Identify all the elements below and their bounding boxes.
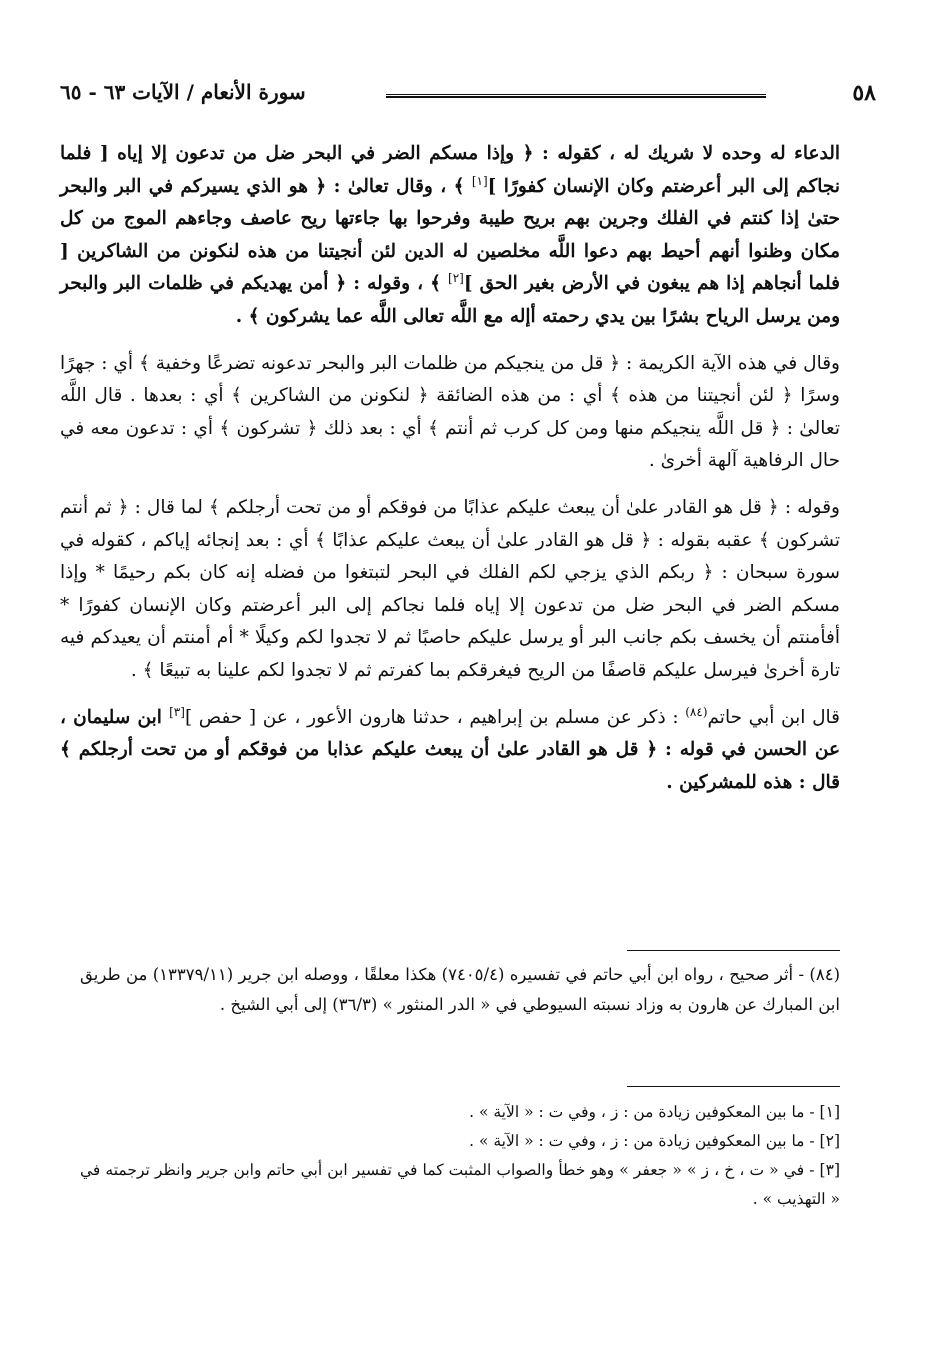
surah-title: سورة الأنعام / الآيات ٦٣ - ٦٥ — [60, 80, 306, 104]
paragraph-3: وقوله : ﴿ قل هو القادر علىٰ أن يبعث عليكم عذابًا من فوقكم أو من تحت أرجلكم ﴾ لما قال : ﴿ ثم أنتم تشركون ﴾ عقبه بقوله : ﴿ قل هو القادر علىٰ أن يبعث عليكم عذابًا ﴾ أي : بعد إنجائه إياكم ، كقوله في سورة سبحان : ﴿ ربكم الذي يزجي لكم الفلك في البحر لتبتغوا من فضله إنه كان بكم رحيمًا * وإذا مسكم الضر في البحر ضل من تدعون إلا إياه فلما نجاكم إلى البر أعرضتم وكان الإنسان كفورًا * أفأمنتم أن يخسف بكم جانب البر أو يرسل عليكم حاصبًا ثم لا تجدوا لكم وكيلًا * أم أمنتم أن يعيدكم فيه تارة أخرىٰ فيرسل عليكم قاصفًا من الريح فيغرقكم بما كفرتم ثم لا تجدوا لكم علينا به تبيعًا ﴾ . — [60, 496, 840, 681]
paragraph-1-part-c: ﴾ ، وقوله : ﴿ أمن يهديكم في ظلمات البر والبحر ومن يرسل الرياح بشرًا بين يدي رحمته أإله مع اللَّه تعالى اللَّه عما يشركون ﴾ . — [60, 273, 840, 327]
footnote-1: [١] - ما بين المعكوفين زيادة من : ز ، وفي ت : « الآية » . — [469, 1103, 840, 1121]
footnote-2: [٢] - ما بين المعكوفين زيادة من : ز ، وفي ت : « الآية » . — [469, 1132, 840, 1150]
footnote-ref-1: [١] — [471, 173, 488, 188]
paragraph-1 — [60, 138, 840, 334]
paragraph-1-part-a: الدعاء له وحده لا شريك له ، كقوله : ﴿ وإذا مسكم الضر في البحر ضل من تدعون إلا إياه [ فلما نجاكم إلى البر أعرضتم وكان الإنسان كفورًا ] — [60, 143, 840, 197]
paragraph-2: وقال في هذه الآية الكريمة : ﴿ قل من ينجيكم من ظلمات البر والبحر تدعونه تضرعًا وخفية ﴾ أي : جهرًا وسرًا ﴿ لئن أنجيتنا من هذه ﴾ أي : من هذه الضائقة ﴿ لنكونن من الشاكرين ﴾ أي : بعدها . قال اللَّه تعالىٰ : ﴿ قل اللَّه ينجيكم منها ومن كل كرب ثم أنتم ﴾ أي : بعد ذلك ﴿ تشركون ﴾ أي : تدعون معه في حال الرفاهية آلهة أخرىٰ . — [60, 352, 840, 472]
footnotes-list — [80, 1098, 840, 1214]
footnote-ref-2: [٢] — [448, 271, 464, 286]
footnote-84: (٨٤) - أثر صحيح ، رواه ابن أبي حاتم في تفسيره (٧٤٠٥/٤) هكذا معلقًا ، ووصله ابن جرير (١٣٣٧٩/١١) من طريق ابن المبارك عن هارون به وزاد نسبته السيوطي في « الدر المنثور » (٣٦/٣) إلى أبي الشيخ . — [80, 965, 840, 1014]
page-number: ٥٨ — [852, 80, 876, 106]
footnote-3: [٣] - في « ت ، خ ، ز » « جعفر » وهو خطأ والصواب المثبت كما في تفسير ابن أبي حاتم وابن جرير وانظر ترجمته في « التهذيب » . — [80, 1161, 840, 1208]
paragraph-4-part-a: قال ابن أبي حاتم — [707, 706, 840, 728]
footnote-ref-3: [٣] — [169, 704, 185, 719]
footnote-separator-1 — [627, 950, 840, 951]
paragraph-4-part-b: : ذكر عن مسلم بن إبراهيم ، حدثنا هارون الأعور ، عن [ حفص ] — [184, 706, 686, 728]
paragraph-4 — [60, 702, 840, 800]
page-header — [60, 80, 876, 114]
header-rule — [386, 94, 766, 98]
paragraph-1-part-b: ﴾ ، وقال تعالىٰ : ﴿ هو الذي يسيركم في البر والبحر حتىٰ إذا كنتم في الفلك وجرين بهم بريح طيبة وفرحوا بها جاءتها ريح عاصف وجاءهم الموج من كل مكان وظنوا أنهم أحيط بهم دعوا اللَّه مخلصين له الدين لئن أنجيتنا من هذه لنكونن من الشاكرين [ فلما أنجاهم إذا هم يبغون في الأرض بغير الحق ] — [60, 175, 840, 295]
footnote-separator-2 — [627, 1086, 840, 1087]
footnote-ref-84: (٨٤) — [685, 704, 708, 719]
paragraph-4-part-c: ابن سليمان ، عن الحسن في قوله : ﴿ قل هو القادر علىٰ أن يبعث عليكم عذابا من فوقكم أو من تحت أرجلكم ﴾ قال : هذه للمشركين . — [60, 706, 840, 793]
main-text — [60, 138, 840, 813]
